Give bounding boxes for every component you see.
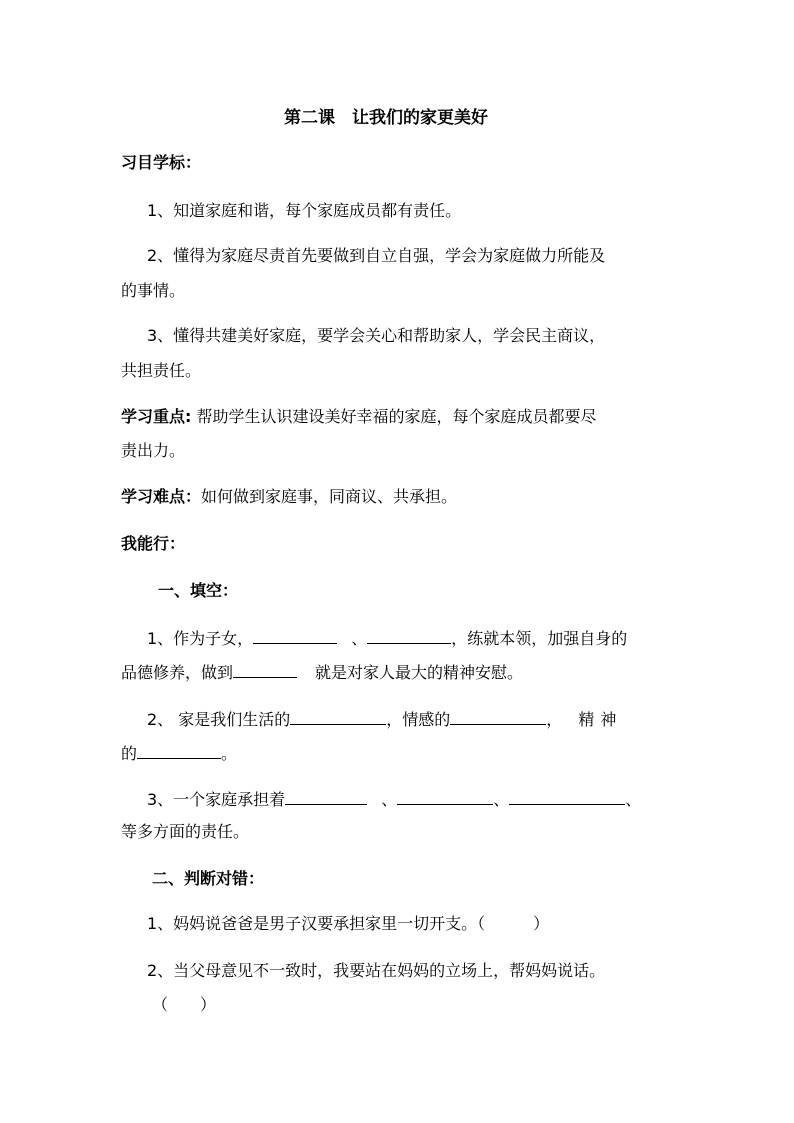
fill-q1-text: 就是对家人最大的精神安慰。 xyxy=(315,663,524,682)
fill-q3-separator: 、 xyxy=(625,790,642,809)
key-point-text-continued: 责出力。 xyxy=(121,441,186,460)
fill-blank-heading: 一、填空： xyxy=(158,581,239,600)
blank-field[interactable] xyxy=(290,708,386,725)
fill-q3-line2: 等多方面的责任。 xyxy=(121,822,250,841)
practice-heading: 我能行： xyxy=(121,534,186,553)
fill-q1-line2 xyxy=(121,661,523,683)
fill-q1-text: ，练就本领，加强自身的 xyxy=(451,629,628,648)
objective-item-continued: 共担责任。 xyxy=(121,361,202,380)
key-point-label: 学习重点: xyxy=(121,407,192,426)
fill-q1-separator: 、 xyxy=(351,629,368,648)
fill-q3-line1 xyxy=(147,788,641,810)
fill-q1-text: 品德修养，做到 xyxy=(121,663,234,682)
objective-item-continued: 的事情。 xyxy=(121,281,186,300)
blank-field[interactable] xyxy=(450,708,546,725)
difficulty-label: 学习难点： xyxy=(121,487,202,506)
fill-q2-text: ，情感的 xyxy=(386,710,451,729)
judge-heading: 二、判断对错： xyxy=(152,869,265,888)
fill-q3-separator: 、 xyxy=(493,790,510,809)
judge-q2-answer-paren[interactable]: （ ） xyxy=(152,995,217,1014)
fill-q2-text: ， xyxy=(546,710,563,729)
blank-field[interactable] xyxy=(397,788,493,805)
blank-field[interactable] xyxy=(253,627,337,644)
fill-q2-text: 精神 xyxy=(578,710,623,729)
objective-item: 3、懂得共建美好家庭，要学会关心和帮助家人，学会民主商议， xyxy=(147,326,606,345)
key-point-text: 帮助学生认识建设美好幸福的家庭，每个家庭成员都要尽 xyxy=(196,407,597,426)
blank-field[interactable] xyxy=(285,788,367,805)
lesson-title: 第二课 让我们的家更美好 xyxy=(284,108,488,128)
fill-q3-text: 3、一个家庭承担着 xyxy=(147,790,286,809)
difficulty-line xyxy=(121,487,457,507)
fill-q1-line1 xyxy=(147,627,627,649)
fill-q2-line2 xyxy=(121,742,237,764)
blank-field[interactable] xyxy=(137,742,221,759)
fill-q1-text: 1、作为子女， xyxy=(147,629,254,648)
blank-field[interactable] xyxy=(233,661,297,678)
objective-item: 1、知道家庭和谐，每个家庭成员都有责任。 xyxy=(147,201,462,220)
objectives-heading: 习目学标： xyxy=(121,153,202,172)
blank-field[interactable] xyxy=(367,627,451,644)
difficulty-text: 如何做到家庭事，同商议、共承担。 xyxy=(201,487,458,506)
fill-q2-text: 2、 家是我们生活的 xyxy=(147,710,291,729)
fill-q2-text: 的 xyxy=(121,744,138,763)
judge-q2: 2、当父母意见不一致时，我要站在妈妈的立场上，帮妈妈说话。 xyxy=(147,961,606,980)
objective-item: 2、懂得为家庭尽责首先要做到自立自强，学会为家庭做力所能及 xyxy=(147,246,606,265)
fill-q2-text: 。 xyxy=(221,744,238,763)
key-point-line xyxy=(121,407,597,427)
blank-field[interactable] xyxy=(509,788,625,805)
fill-q3-separator: 、 xyxy=(381,790,398,809)
judge-q1: 1、妈妈说爸爸是男子汉要承担家里一切开支。（ ） xyxy=(147,914,550,933)
fill-q2-line1 xyxy=(147,708,622,730)
